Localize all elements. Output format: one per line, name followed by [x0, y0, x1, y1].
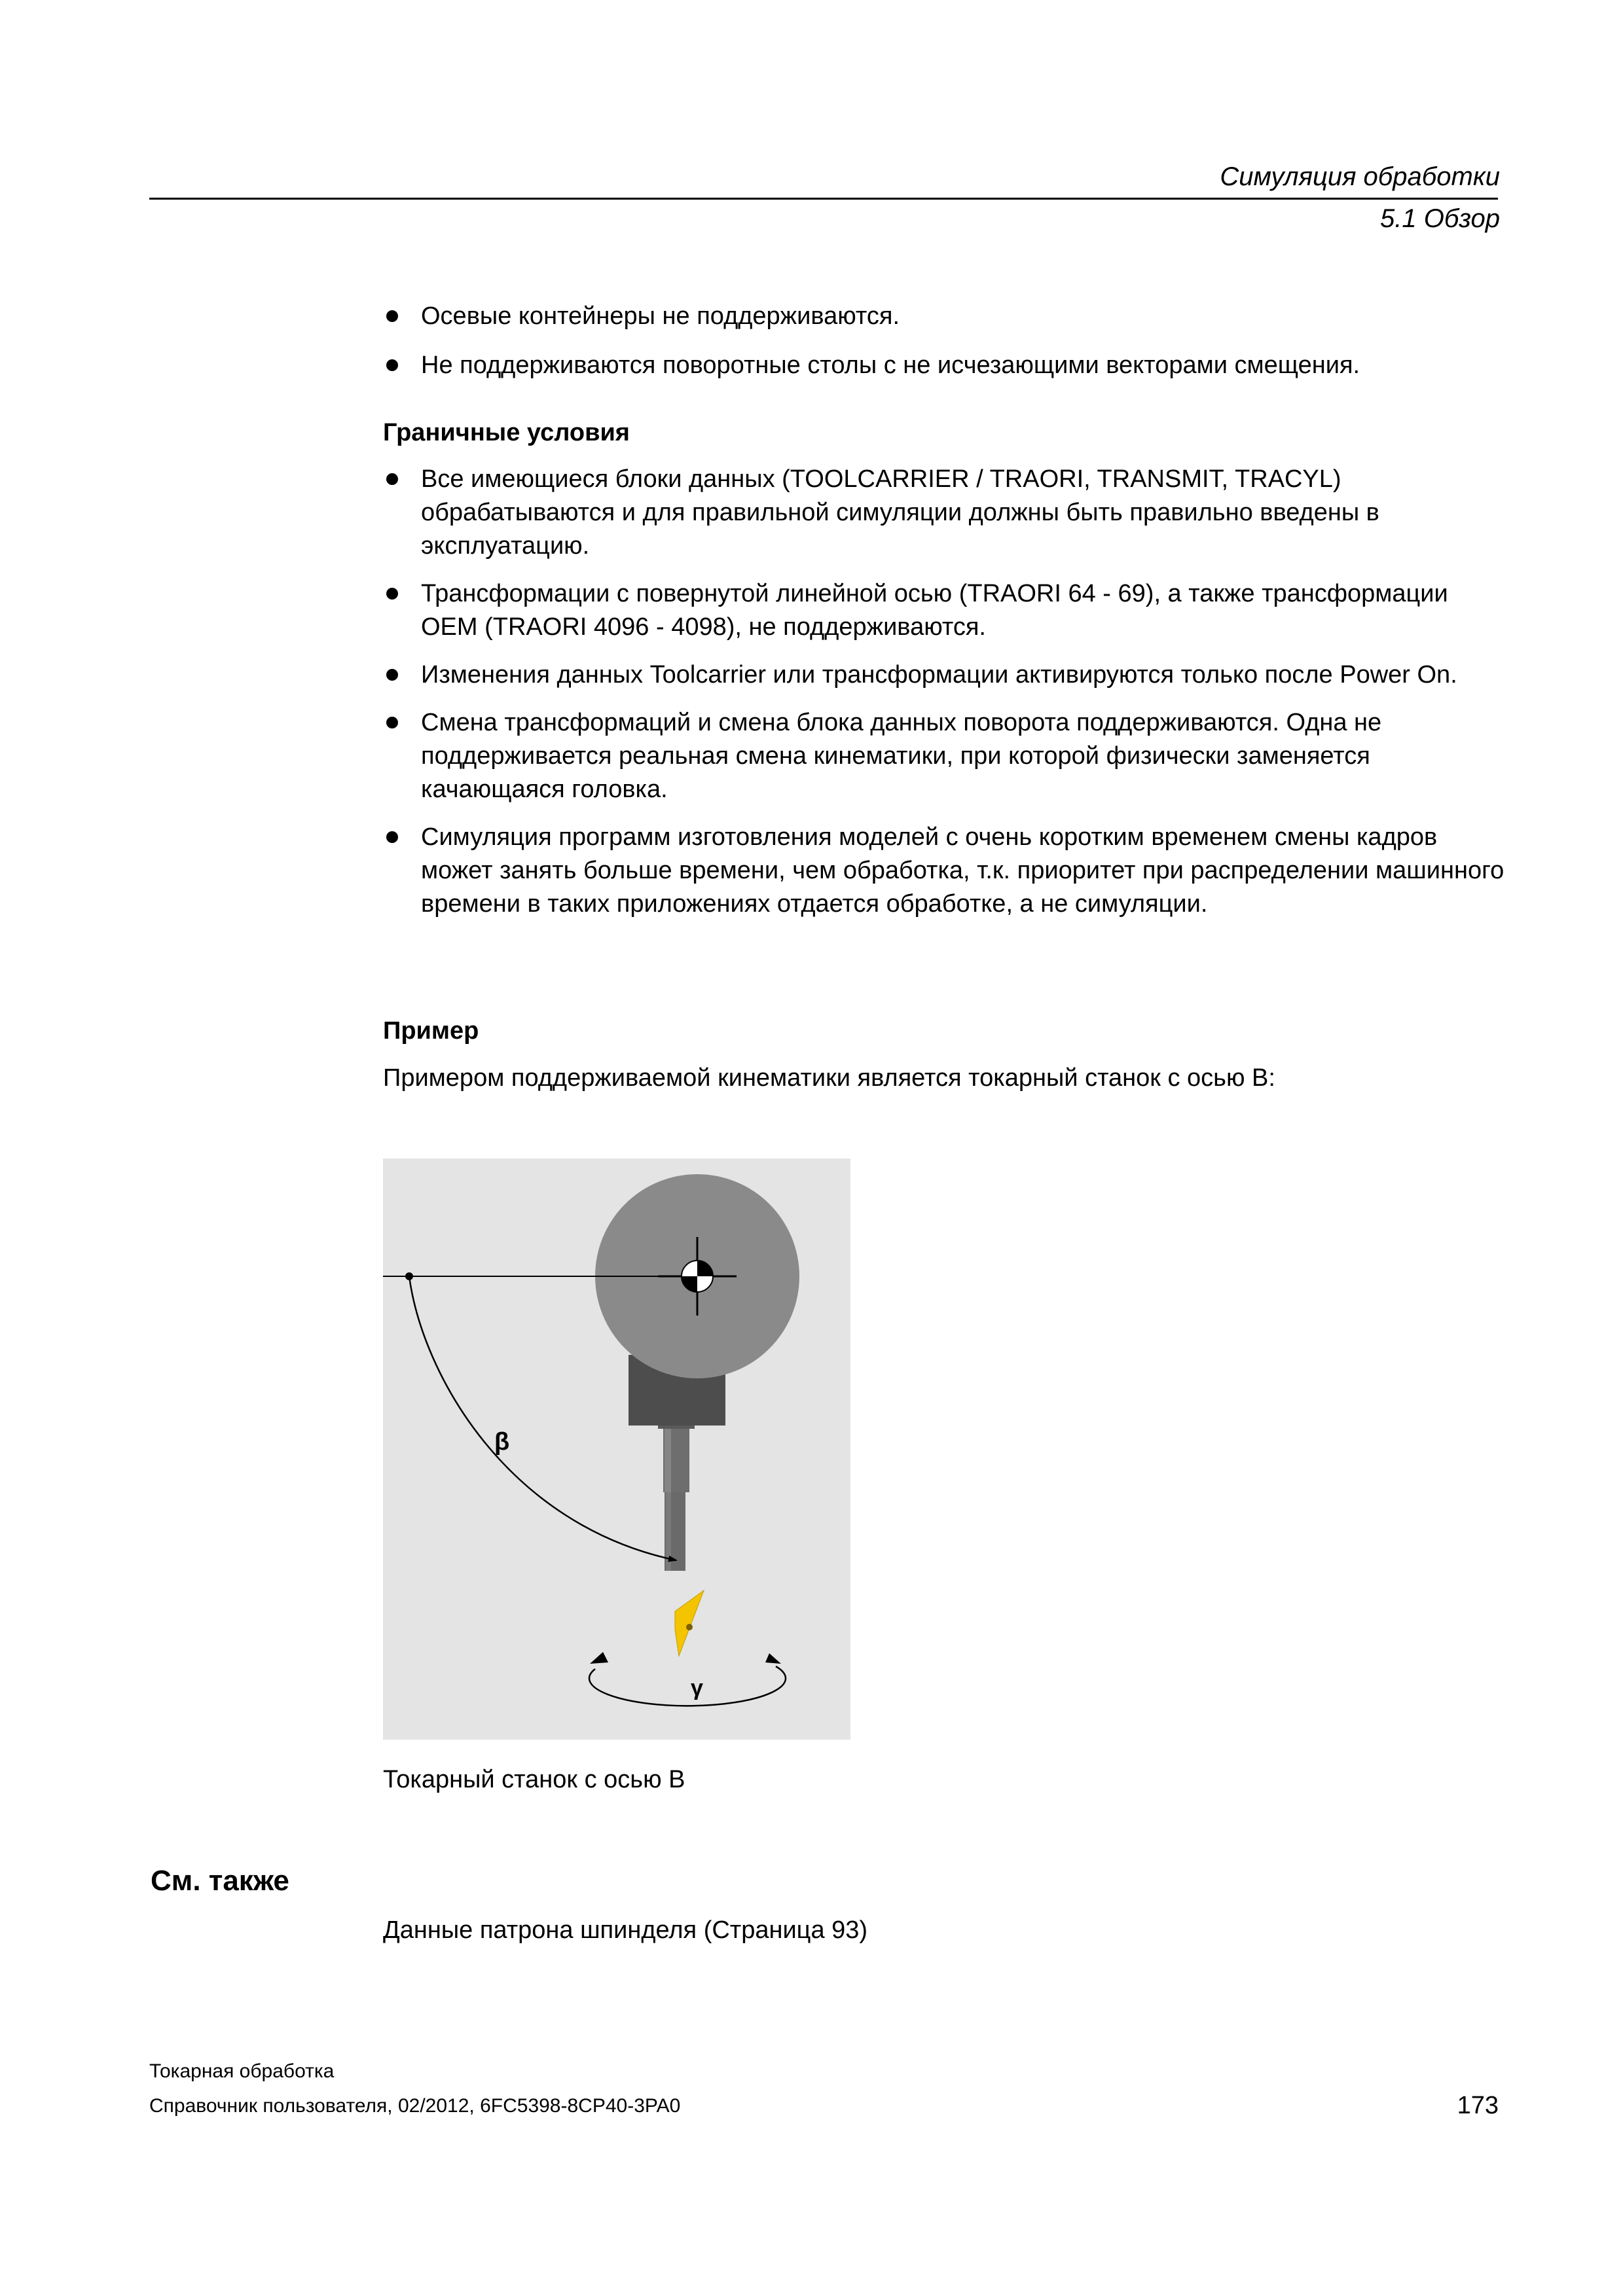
gamma-arrowhead-right — [765, 1653, 781, 1664]
bullet-icon — [386, 310, 398, 322]
bullet-text: Изменения данных Toolcarrier или трансформации активируются только после Power On. — [421, 661, 1457, 689]
bullet-icon — [386, 831, 398, 843]
bullet-text: Трансформации с повернутой линейной осью (TRAORI 64 - 69), а также трансформации OEM (TRAORI 4096 - 4098), не поддерживаются. — [421, 580, 1448, 641]
bullet-text: Симуляция программ изготовления моделей с очень коротким временем смены кадров может занять больше времени, чем обработка, т.к. приоритет при распределении машинного времени в таких приложениях отдается обработке, а не симуляции. — [421, 823, 1504, 918]
bullet-icon — [386, 717, 398, 728]
bullet-icon — [386, 359, 398, 371]
bullet-icon — [386, 473, 398, 485]
boundary-bullet-list — [383, 463, 1506, 921]
beta-label: β — [494, 1428, 510, 1456]
cutting-insert — [675, 1590, 704, 1656]
bullet-text: Не поддерживаются поворотные столы с не исчезающими векторами смещения. — [421, 351, 1360, 379]
lathe-b-axis-figure — [383, 1158, 850, 1740]
lathe-diagram — [383, 1158, 850, 1740]
footer-doc-title: Токарная обработка — [149, 2060, 335, 2082]
figure-caption: Токарный станок с осью B — [383, 1766, 685, 1793]
tool-holder-highlight — [665, 1427, 671, 1492]
gamma-arrowhead-left — [590, 1652, 608, 1664]
page-number: 173 — [1457, 2092, 1499, 2119]
bullet-item — [383, 658, 1506, 692]
bullet-item — [383, 577, 1506, 644]
bullet-icon — [386, 669, 398, 681]
see-also-heading: См. также — [151, 1865, 289, 1897]
intro-bullet-list — [383, 300, 1506, 382]
bullet-icon — [386, 588, 398, 600]
bullet-text: Смена трансформаций и смена блока данных поворота поддерживаются. Одна не поддерживается реальная смена кинематики, при которой физически заменяется качающаяся головка. — [421, 709, 1382, 803]
gamma-rotation-ellipse — [589, 1666, 786, 1706]
header-rule — [149, 198, 1498, 200]
bullet-item — [383, 706, 1506, 806]
running-header-chapter: Симуляция обработки — [1220, 162, 1500, 191]
footer-doc-info: Справочник пользователя, 02/2012, 6FC5398-8CP40-3PA0 — [149, 2095, 681, 2117]
bullet-item — [383, 349, 1506, 382]
insert-screw — [686, 1624, 693, 1630]
bullet-item — [383, 463, 1506, 563]
example-heading: Пример — [383, 1017, 479, 1045]
center-mark-icon — [682, 1261, 713, 1292]
bullet-item — [383, 300, 1506, 333]
gamma-label: γ — [691, 1676, 703, 1700]
boundary-conditions-heading: Граничные условия — [383, 419, 630, 446]
example-text: Примером поддерживаемой кинематики является токарный станок с осью B: — [383, 1064, 1275, 1092]
see-also-link[interactable]: Данные патрона шпинделя (Страница 93) — [383, 1916, 868, 1944]
bullet-item — [383, 821, 1506, 921]
running-header-section: 5.1 Обзор — [1380, 204, 1500, 233]
bullet-text: Осевые контейнеры не поддерживаются. — [421, 302, 900, 330]
bullet-text: Все имеющиеся блоки данных (TOOLCARRIER / TRAORI, TRANSMIT, TRACYL) обрабатываются и для правильной симуляции должны быть правильно введены в эксплуатацию. — [421, 465, 1379, 560]
